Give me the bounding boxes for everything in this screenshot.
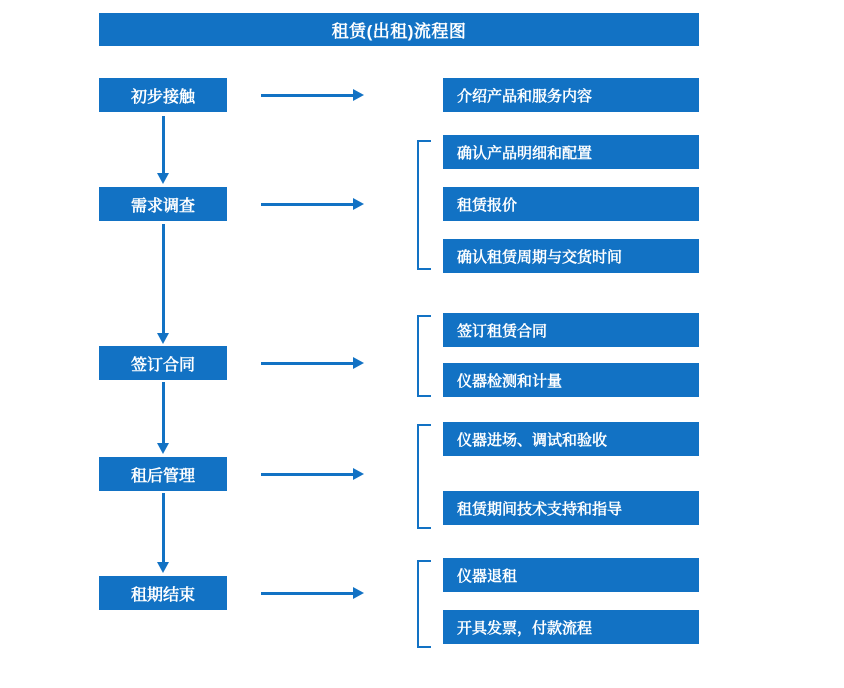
page-title: 租赁(出租)流程图 xyxy=(99,13,699,46)
stage-node-1[interactable]: 初步接触 xyxy=(99,78,227,112)
detail-node-4[interactable]: 确认租赁周期与交货时间 xyxy=(443,239,699,273)
group-bracket-2 xyxy=(417,140,431,270)
detail-node-9[interactable]: 仪器退租 xyxy=(443,558,699,592)
group-bracket-5 xyxy=(417,560,431,648)
detail-node-6[interactable]: 仪器检测和计量 xyxy=(443,363,699,397)
detail-node-3[interactable]: 租赁报价 xyxy=(443,187,699,221)
detail-node-10[interactable]: 开具发票，付款流程 xyxy=(443,610,699,644)
detail-node-7[interactable]: 仪器进场、调试和验收 xyxy=(443,422,699,456)
group-bracket-3 xyxy=(417,315,431,397)
detail-node-8[interactable]: 租赁期间技术支持和指导 xyxy=(443,491,699,525)
detail-node-1[interactable]: 介绍产品和服务内容 xyxy=(443,78,699,112)
horizontal-arrow-1 xyxy=(261,89,364,101)
horizontal-arrow-5 xyxy=(261,587,364,599)
horizontal-arrow-2 xyxy=(261,198,364,210)
horizontal-arrow-4 xyxy=(261,468,364,480)
horizontal-arrow-3 xyxy=(261,357,364,369)
stage-node-3[interactable]: 签订合同 xyxy=(99,346,227,380)
group-bracket-4 xyxy=(417,424,431,529)
vertical-arrow-4-5 xyxy=(157,493,169,573)
vertical-arrow-3-4 xyxy=(157,382,169,454)
stage-node-2[interactable]: 需求调查 xyxy=(99,187,227,221)
vertical-arrow-1-2 xyxy=(157,116,169,184)
detail-node-5[interactable]: 签订租赁合同 xyxy=(443,313,699,347)
stage-node-5[interactable]: 租期结束 xyxy=(99,576,227,610)
detail-node-2[interactable]: 确认产品明细和配置 xyxy=(443,135,699,169)
stage-node-4[interactable]: 租后管理 xyxy=(99,457,227,491)
vertical-arrow-2-3 xyxy=(157,224,169,344)
